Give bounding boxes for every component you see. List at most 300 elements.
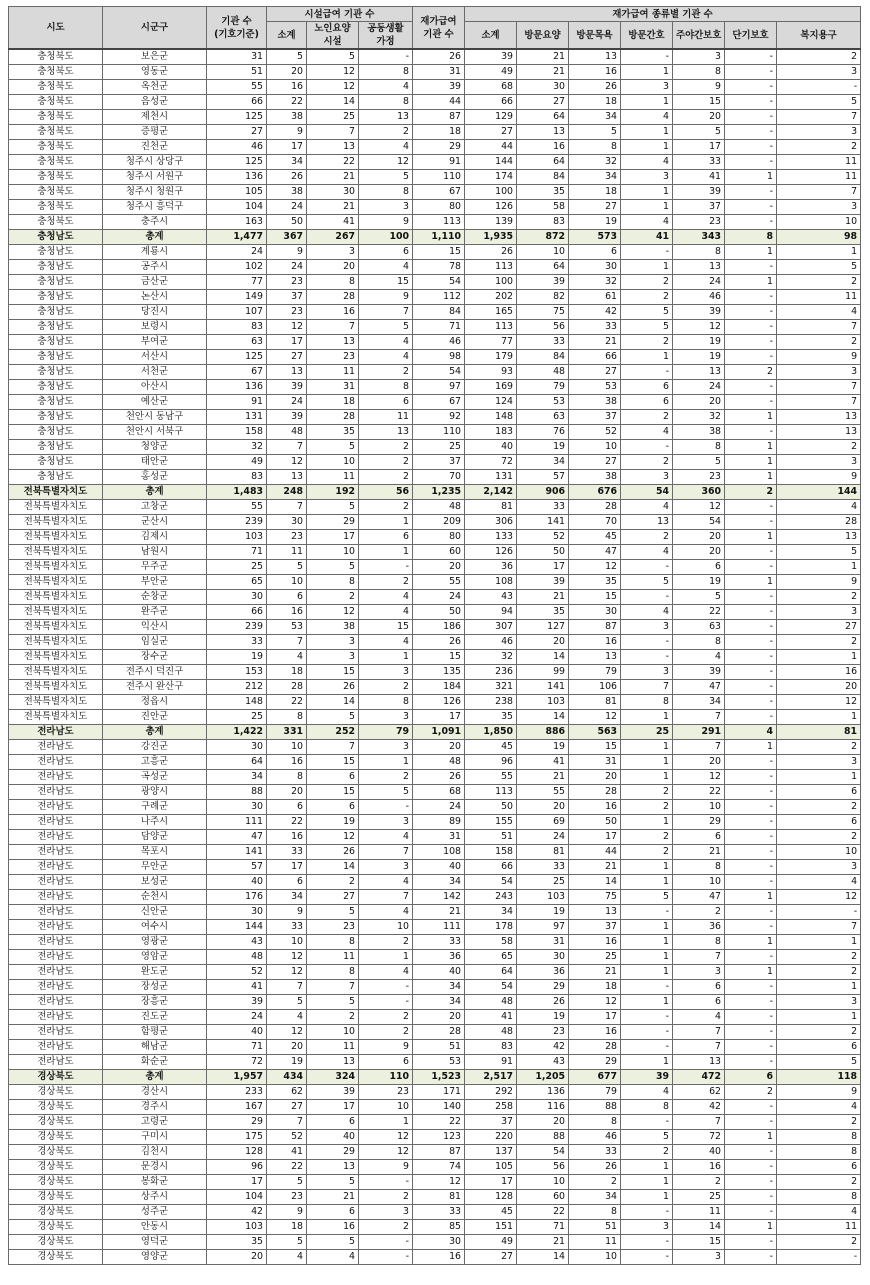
cell-value: 24 xyxy=(673,380,725,395)
cell-value: 26 xyxy=(517,995,569,1010)
table-row xyxy=(9,365,861,380)
cell-value: 18 xyxy=(569,980,621,995)
cell-value: 27 xyxy=(517,95,569,110)
cell-value: 75 xyxy=(517,305,569,320)
cell-value: 3 xyxy=(777,125,861,140)
cell-value: - xyxy=(725,1250,777,1265)
cell-value: 88 xyxy=(517,1130,569,1145)
cell-value: - xyxy=(725,860,777,875)
cell-value: 13 xyxy=(777,530,861,545)
cell-sigungu: 청주시 서원구 xyxy=(103,170,207,185)
cell-value: 4 xyxy=(359,260,413,275)
cell-value: 29 xyxy=(307,515,359,530)
cell-value: 103 xyxy=(207,1220,267,1235)
table-row xyxy=(9,515,861,530)
table-row xyxy=(9,500,861,515)
cell-sido: 전라남도 xyxy=(9,725,103,740)
cell-value: 1 xyxy=(359,1115,413,1130)
cell-value: 1 xyxy=(621,920,673,935)
cell-value: 2 xyxy=(777,635,861,650)
cell-sido: 전북특별자치도 xyxy=(9,500,103,515)
cell-sigungu: 경주시 xyxy=(103,1100,207,1115)
cell-value: 76 xyxy=(517,425,569,440)
cell-value: 64 xyxy=(207,755,267,770)
table-row xyxy=(9,290,861,305)
cell-value: 20 xyxy=(569,770,621,785)
cell-value: 175 xyxy=(207,1130,267,1145)
cell-value: 97 xyxy=(413,380,465,395)
cell-value: 13 xyxy=(359,110,413,125)
cell-sigungu: 순천시 xyxy=(103,890,207,905)
cell-sigungu: 장흥군 xyxy=(103,995,207,1010)
cell-value: 32 xyxy=(207,440,267,455)
cell-value: 33 xyxy=(569,1145,621,1160)
cell-value: 42 xyxy=(673,1100,725,1115)
cell-sigungu: 옥천군 xyxy=(103,80,207,95)
header-sigungu: 시군구 xyxy=(103,7,207,50)
cell-value: 1,483 xyxy=(207,485,267,500)
cell-value: 11 xyxy=(569,1235,621,1250)
cell-value: 13 xyxy=(673,1055,725,1070)
cell-sigungu: 영암군 xyxy=(103,950,207,965)
cell-value: 48 xyxy=(267,425,307,440)
cell-value: 16 xyxy=(569,1025,621,1040)
cell-sigungu: 함평군 xyxy=(103,1025,207,1040)
cell-value: 18 xyxy=(307,395,359,410)
cell-value: 1 xyxy=(777,1010,861,1025)
table-row xyxy=(9,95,861,110)
cell-value: 96 xyxy=(465,755,517,770)
cell-value: - xyxy=(725,335,777,350)
cell-value: 1,091 xyxy=(413,725,465,740)
cell-value: 105 xyxy=(465,1160,517,1175)
cell-value: 23 xyxy=(359,1085,413,1100)
cell-value: 8 xyxy=(621,695,673,710)
cell-value: 21 xyxy=(517,49,569,65)
cell-value: 12 xyxy=(359,155,413,170)
cell-value: 2 xyxy=(673,1175,725,1190)
cell-value: - xyxy=(725,980,777,995)
cell-value: 3 xyxy=(777,860,861,875)
cell-value: 19 xyxy=(569,215,621,230)
cell-value: 91 xyxy=(207,395,267,410)
cell-value: 9 xyxy=(777,575,861,590)
cell-value: 12 xyxy=(569,995,621,1010)
cell-sigungu: 금산군 xyxy=(103,275,207,290)
cell-value: 5 xyxy=(777,95,861,110)
cell-value: 3 xyxy=(621,470,673,485)
cell-value: 144 xyxy=(465,155,517,170)
cell-value: 7 xyxy=(359,845,413,860)
cell-value: 7 xyxy=(307,740,359,755)
cell-value: 63 xyxy=(207,335,267,350)
cell-value: 15 xyxy=(413,650,465,665)
cell-value: 27 xyxy=(307,890,359,905)
header-short-term: 단기보호 xyxy=(725,22,777,50)
cell-sido: 충청남도 xyxy=(9,335,103,350)
cell-value: 22 xyxy=(267,95,307,110)
cell-value: 80 xyxy=(413,530,465,545)
cell-sido: 경상북도 xyxy=(9,1190,103,1205)
cell-value: 14 xyxy=(307,695,359,710)
cell-sido: 전라남도 xyxy=(9,860,103,875)
cell-sido: 전라남도 xyxy=(9,1010,103,1025)
cell-value: 2 xyxy=(569,1175,621,1190)
cell-value: 1 xyxy=(725,965,777,980)
cell-value: 186 xyxy=(413,620,465,635)
cell-value: 35 xyxy=(517,605,569,620)
table-row xyxy=(9,1160,861,1175)
table-row xyxy=(9,995,861,1010)
cell-value: 12 xyxy=(673,770,725,785)
cell-value: 57 xyxy=(207,860,267,875)
cell-value: 34 xyxy=(569,1190,621,1205)
cell-value: 563 xyxy=(569,725,621,740)
cell-value: 63 xyxy=(673,620,725,635)
cell-value: 51 xyxy=(207,65,267,80)
cell-value: 1,523 xyxy=(413,1070,465,1085)
cell-value: 27 xyxy=(465,125,517,140)
cell-value: 1 xyxy=(725,455,777,470)
cell-value: 102 xyxy=(207,260,267,275)
cell-value: 20 xyxy=(673,395,725,410)
cell-value: - xyxy=(725,650,777,665)
cell-value: 39 xyxy=(621,1070,673,1085)
cell-value: 4 xyxy=(777,1205,861,1220)
cell-value: 1,422 xyxy=(207,725,267,740)
cell-value: 248 xyxy=(267,485,307,500)
table-row xyxy=(9,110,861,125)
cell-value: 1 xyxy=(621,860,673,875)
cell-value: - xyxy=(725,680,777,695)
cell-value: 137 xyxy=(465,1145,517,1160)
cell-value: 50 xyxy=(569,815,621,830)
cell-value: 3 xyxy=(307,635,359,650)
cell-sido: 경상북도 xyxy=(9,1220,103,1235)
cell-value: 23 xyxy=(307,350,359,365)
cell-value: 343 xyxy=(673,230,725,245)
cell-value: 39 xyxy=(307,1085,359,1100)
institution-count-table xyxy=(8,6,861,1265)
cell-value: 3 xyxy=(777,200,861,215)
cell-value: 5 xyxy=(359,170,413,185)
cell-value: 5 xyxy=(307,905,359,920)
cell-sigungu: 김제시 xyxy=(103,530,207,545)
cell-value: 41 xyxy=(207,980,267,995)
cell-value: 17 xyxy=(569,830,621,845)
cell-value: 11 xyxy=(673,1205,725,1220)
cell-value: 141 xyxy=(207,845,267,860)
cell-value: 1 xyxy=(621,185,673,200)
table-header xyxy=(9,7,861,50)
cell-value: 4 xyxy=(777,500,861,515)
table-row xyxy=(9,425,861,440)
cell-value: 13 xyxy=(307,140,359,155)
cell-value: 1 xyxy=(777,935,861,950)
cell-sigungu: 김천시 xyxy=(103,1145,207,1160)
cell-value: 4 xyxy=(359,965,413,980)
cell-value: 23 xyxy=(267,530,307,545)
cell-value: 49 xyxy=(465,1235,517,1250)
cell-sigungu: 안동시 xyxy=(103,1220,207,1235)
cell-value: 6 xyxy=(307,800,359,815)
cell-value: 18 xyxy=(267,1220,307,1235)
cell-sigungu: 고령군 xyxy=(103,1115,207,1130)
cell-value: - xyxy=(725,590,777,605)
table-row xyxy=(9,260,861,275)
cell-value: 10 xyxy=(267,575,307,590)
cell-sigungu: 강진군 xyxy=(103,740,207,755)
cell-value: 56 xyxy=(359,485,413,500)
cell-value: 2 xyxy=(307,875,359,890)
cell-value: 9 xyxy=(359,290,413,305)
cell-value: 10 xyxy=(517,1175,569,1190)
cell-value: 18 xyxy=(413,125,465,140)
cell-value: 20 xyxy=(517,635,569,650)
table-row xyxy=(9,650,861,665)
cell-sigungu: 상주시 xyxy=(103,1190,207,1205)
cell-value: 17 xyxy=(207,1175,267,1190)
cell-value: 126 xyxy=(465,200,517,215)
cell-value: 30 xyxy=(307,185,359,200)
cell-value: 3 xyxy=(673,965,725,980)
cell-sido: 경상북도 xyxy=(9,1205,103,1220)
cell-sigungu: 보은군 xyxy=(103,49,207,65)
cell-value: 67 xyxy=(413,185,465,200)
cell-value: 100 xyxy=(465,275,517,290)
cell-value: 3 xyxy=(359,860,413,875)
header-sido: 시도 xyxy=(9,7,103,50)
cell-sido: 전라남도 xyxy=(9,890,103,905)
cell-value: 3 xyxy=(359,1205,413,1220)
cell-value: 106 xyxy=(569,680,621,695)
cell-sido: 충청남도 xyxy=(9,275,103,290)
cell-value: 31 xyxy=(207,49,267,65)
cell-value: 25 xyxy=(207,710,267,725)
cell-value: 2 xyxy=(621,335,673,350)
cell-sido: 전북특별자치도 xyxy=(9,635,103,650)
cell-value: 46 xyxy=(413,335,465,350)
header-facility-sub: 소계 xyxy=(267,22,307,50)
cell-sido: 충청남도 xyxy=(9,455,103,470)
cell-value: 8 xyxy=(307,575,359,590)
cell-value: 2 xyxy=(725,485,777,500)
cell-value: 7 xyxy=(673,950,725,965)
cell-sido: 충청북도 xyxy=(9,95,103,110)
cell-value: 54 xyxy=(673,515,725,530)
cell-value: 1 xyxy=(621,1160,673,1175)
cell-value: 2 xyxy=(673,905,725,920)
cell-value: 20 xyxy=(267,1040,307,1055)
cell-value: 1 xyxy=(621,935,673,950)
cell-value: 4 xyxy=(359,905,413,920)
cell-value: - xyxy=(725,350,777,365)
cell-value: 2 xyxy=(359,1220,413,1235)
cell-sido: 충청북도 xyxy=(9,110,103,125)
cell-value: 148 xyxy=(465,410,517,425)
cell-value: 15 xyxy=(307,665,359,680)
cell-value: 34 xyxy=(569,170,621,185)
header-home-group: 재가급여 종류별 기관 수 xyxy=(465,7,861,22)
cell-sigungu: 총계 xyxy=(103,1070,207,1085)
cell-value: 7 xyxy=(673,1040,725,1055)
cell-value: 72 xyxy=(465,455,517,470)
cell-value: 42 xyxy=(207,1205,267,1220)
cell-value: 34 xyxy=(569,110,621,125)
cell-value: 8 xyxy=(621,1100,673,1115)
cell-value: 16 xyxy=(673,1160,725,1175)
table-row xyxy=(9,695,861,710)
table-row xyxy=(9,245,861,260)
cell-value: 70 xyxy=(569,515,621,530)
cell-value: 55 xyxy=(207,80,267,95)
cell-sido: 전북특별자치도 xyxy=(9,680,103,695)
cell-value: 6 xyxy=(673,830,725,845)
cell-sido: 전라남도 xyxy=(9,830,103,845)
cell-value: 18 xyxy=(569,95,621,110)
cell-value: 16 xyxy=(569,65,621,80)
cell-value: 676 xyxy=(569,485,621,500)
cell-value: 3 xyxy=(673,49,725,65)
cell-value: 40 xyxy=(413,965,465,980)
cell-value: 72 xyxy=(207,1055,267,1070)
cell-value: - xyxy=(725,1175,777,1190)
cell-sigungu: 충주시 xyxy=(103,215,207,230)
cell-value: 52 xyxy=(267,1130,307,1145)
table-row xyxy=(9,965,861,980)
cell-sido: 충청북도 xyxy=(9,140,103,155)
cell-value: 24 xyxy=(413,590,465,605)
cell-value: 2 xyxy=(777,1235,861,1250)
cell-value: - xyxy=(725,830,777,845)
table-row xyxy=(9,185,861,200)
table-row xyxy=(9,65,861,80)
cell-value: 2 xyxy=(777,275,861,290)
cell-sigungu: 아산시 xyxy=(103,380,207,395)
cell-sido: 경상북도 xyxy=(9,1175,103,1190)
cell-value: 10 xyxy=(777,845,861,860)
table-row xyxy=(9,1085,861,1100)
cell-value: 118 xyxy=(777,1070,861,1085)
cell-value: 4 xyxy=(359,635,413,650)
cell-value: 3 xyxy=(621,620,673,635)
cell-value: 19 xyxy=(673,335,725,350)
cell-value: 36 xyxy=(517,965,569,980)
cell-value: 19 xyxy=(307,815,359,830)
header-total: 기관 수 (기호기준) xyxy=(207,7,267,50)
cell-value: - xyxy=(725,995,777,1010)
cell-sido: 충청남도 xyxy=(9,380,103,395)
cell-value: 41 xyxy=(517,755,569,770)
cell-value: 7 xyxy=(267,500,307,515)
cell-value: - xyxy=(621,49,673,65)
cell-value: 4 xyxy=(359,140,413,155)
cell-value: 66 xyxy=(465,860,517,875)
cell-value: 37 xyxy=(413,455,465,470)
cell-value: 141 xyxy=(517,680,569,695)
cell-value: 169 xyxy=(465,380,517,395)
cell-value: 17 xyxy=(569,1010,621,1025)
cell-value: 79 xyxy=(359,725,413,740)
cell-value: 35 xyxy=(307,425,359,440)
cell-value: 27 xyxy=(267,350,307,365)
header-visit-nursing: 방문간호 xyxy=(621,22,673,50)
cell-value: 1 xyxy=(621,65,673,80)
cell-value: 19 xyxy=(673,350,725,365)
cell-value: 258 xyxy=(465,1100,517,1115)
cell-value: 47 xyxy=(207,830,267,845)
cell-value: 15 xyxy=(673,95,725,110)
cell-value: 27 xyxy=(569,365,621,380)
cell-sido: 충청남도 xyxy=(9,395,103,410)
cell-sigungu: 총계 xyxy=(103,485,207,500)
cell-value: 2 xyxy=(621,830,673,845)
cell-value: 54 xyxy=(465,980,517,995)
cell-value: 3 xyxy=(359,710,413,725)
cell-value: 25 xyxy=(207,560,267,575)
cell-value: 2 xyxy=(621,785,673,800)
cell-value: 11 xyxy=(777,155,861,170)
cell-value: 220 xyxy=(465,1130,517,1145)
cell-value: 22 xyxy=(267,815,307,830)
cell-value: 573 xyxy=(569,230,621,245)
cell-value: 14 xyxy=(517,650,569,665)
cell-value: 12 xyxy=(267,320,307,335)
cell-value: 23 xyxy=(267,1190,307,1205)
cell-value: 83 xyxy=(465,1040,517,1055)
cell-value: 16 xyxy=(777,665,861,680)
cell-sido: 충청북도 xyxy=(9,185,103,200)
cell-value: 16 xyxy=(569,800,621,815)
cell-value: 4 xyxy=(359,335,413,350)
cell-value: 34 xyxy=(267,890,307,905)
cell-value: 2 xyxy=(621,800,673,815)
cell-sigungu: 서천군 xyxy=(103,365,207,380)
cell-value: 23 xyxy=(673,470,725,485)
cell-sigungu: 공주시 xyxy=(103,260,207,275)
cell-value: 5 xyxy=(267,49,307,65)
cell-value: 66 xyxy=(207,605,267,620)
cell-value: 12 xyxy=(569,560,621,575)
cell-value: 12 xyxy=(359,1145,413,1160)
cell-value: - xyxy=(621,560,673,575)
cell-value: 55 xyxy=(517,785,569,800)
cell-sido: 충청북도 xyxy=(9,49,103,65)
cell-value: 2 xyxy=(621,275,673,290)
cell-value: 1 xyxy=(725,890,777,905)
cell-value: 3 xyxy=(307,245,359,260)
cell-value: 176 xyxy=(207,890,267,905)
cell-sigungu: 장수군 xyxy=(103,650,207,665)
cell-value: 22 xyxy=(673,605,725,620)
cell-value: 24 xyxy=(267,395,307,410)
cell-value: 27 xyxy=(465,1250,517,1265)
cell-value: - xyxy=(725,1145,777,1160)
cell-value: 40 xyxy=(207,1025,267,1040)
cell-sido: 충청남도 xyxy=(9,425,103,440)
cell-value: - xyxy=(621,245,673,260)
cell-value: 131 xyxy=(465,470,517,485)
cell-value: 3 xyxy=(359,815,413,830)
cell-value: 51 xyxy=(465,830,517,845)
cell-value: - xyxy=(621,1010,673,1025)
table-row xyxy=(9,125,861,140)
cell-value: 4 xyxy=(359,605,413,620)
cell-value: 43 xyxy=(517,1055,569,1070)
cell-value: 1 xyxy=(621,950,673,965)
cell-value: 40 xyxy=(207,875,267,890)
cell-value: 44 xyxy=(413,95,465,110)
